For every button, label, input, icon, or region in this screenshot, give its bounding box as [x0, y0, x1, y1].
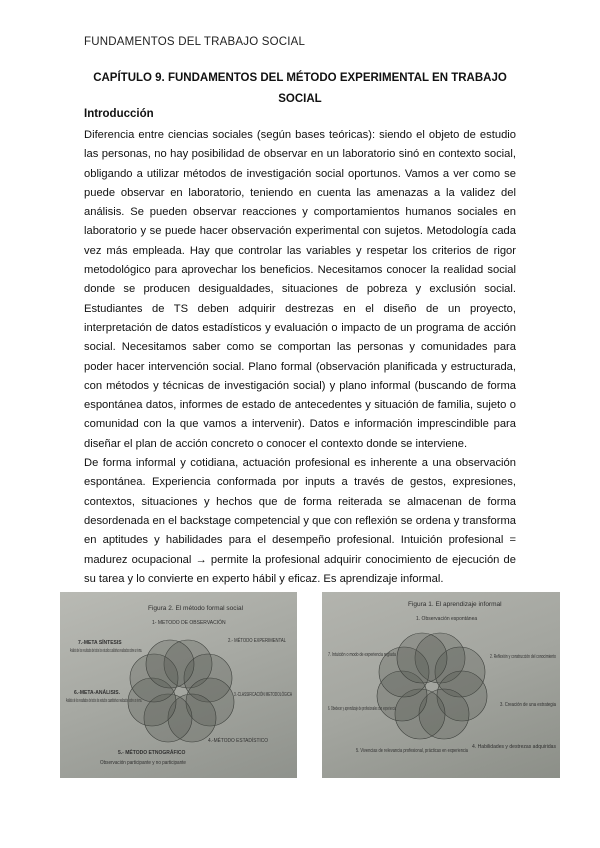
figure-photo-informal-learning: [322, 592, 560, 778]
figure-photo-formal-method: [60, 592, 324, 778]
figure-title: Figura 2. El método formal social: [148, 605, 244, 612]
flower-diagram: [128, 640, 234, 742]
figure-label: 2. Reflexión y construcción del conocimiento: [490, 654, 557, 660]
figure-label: 5.- MÉTODO ETNOGRÁFICO: [118, 750, 186, 756]
chapter-title: CAPÍTULO 9. FUNDAMENTOS DEL MÉTODO EXPERIMENTAL EN TRABAJO SOCIAL: [93, 72, 507, 105]
figure-label: 1- METODO DE OBSERVACIÓN: [152, 620, 226, 626]
figure-label: Análisis de los resultados de todos los estudios cuantitativos realizados sobre un tema.: [66, 698, 142, 704]
running-header: FUNDAMENTOS DEL TRABAJO SOCIAL: [84, 36, 306, 48]
figure-label: 1. Observación espontánea: [416, 616, 478, 622]
figure-title: Figura 1. El aprendizaje informal: [408, 601, 502, 608]
body-text: [84, 126, 516, 589]
figure-label: 7. Intuición o modo de experiencia reglada: [328, 652, 397, 658]
section-heading: Introducción: [84, 108, 154, 120]
figure-label: 5. Vivencias de relevancia profesional, prácticas en experiencia: [356, 748, 469, 754]
figure-label: 7.-META SÍNTESIS: [78, 640, 122, 646]
figure-label: 3.-CLASSIFICACIÓN METODOLÓGICA: [234, 692, 324, 698]
figure-label: 4.-MÉTODO ESTADÍSTICO: [208, 738, 271, 744]
paragraph-1: Diferencia entre ciencias sociales (según bases teóricas): siendo el objeto de estudio las personas, no hay posibilidad de observar en un laboratorio sinó en contexto social, obligando a utilizar métodos de investigación social oportunos. Vamos a ver como se puede observar en laboratorio, teniendo en cuenta las amenazas a la validez del análisis. Se pueden observar reacciones y comportamientos humanos sociales en laboratorio y se puede hacer observación experimental con sujetos. Metodología cada vez más empleada. Hay que controlar las variables y respetar los criterios de rigor metodológico para aprovechar los beneficios. Necesitamos conocer la realidad social donde se producen desigualdades, situaciones de pobreza y exclusión social. Estudiantes de TS deben adquirir destrezas en el diseño de un proyecto, interpretación de datos estadísticos y evaluación o impacto de un programa de acción social. Necesitamos saber como se comportan las personas y comunidades para poder hacer intervención social. Plano formal (observación planificada y estructurada, con métodos y técnicas de investigación social) y plano informal (buscando de forma espontánea datos, informes de estado de antecedentes y situación de familia, sujeto o comunidad con la que vamos a intervenir). Datos e información imprescindible para diseñar el plan de acción concreto o conocer el contexto donde se interviene.: [84, 129, 516, 450]
figure-label: 4. Habilidades y destrezas adquiridas: [472, 744, 557, 750]
figure-label: 6.-META-ANÁLISIS.: [74, 690, 121, 696]
figure-label: 2.- MÉTODO EXPERIMENTAL: [228, 638, 297, 644]
figure-label: Análisis de los resultados de todos los estudios cualitativos realizados sobre un tema.: [70, 648, 142, 654]
figure-label: Observación participante y no participante: [100, 760, 187, 766]
flower-diagram: [377, 633, 487, 739]
figure-label: 3. Creación de una estrategia: [500, 702, 557, 708]
figure-label: 6. Obedecer y aprendizaje de profesionales con experiencia: [328, 706, 397, 712]
paragraph-2: De forma informal y cotidiana, actuación profesional es inherente a una observación espontánea. Experiencia conformada por inputs a través de gestos, expresiones, contextos, situaciones y hechos que de forma reiterada se almacenan de forma desordenada en el backstage competencial y que con reflexión se ordena y transforma en aptitudes y habilidades para el desempeño profesional. Intuición profesional = madurez ocupacional → permite la profesional adquirir conocimiento de ejecución de su tarea y lo convierte en experto hábil y eficaz. Es aprendizaje informal.: [84, 457, 516, 585]
